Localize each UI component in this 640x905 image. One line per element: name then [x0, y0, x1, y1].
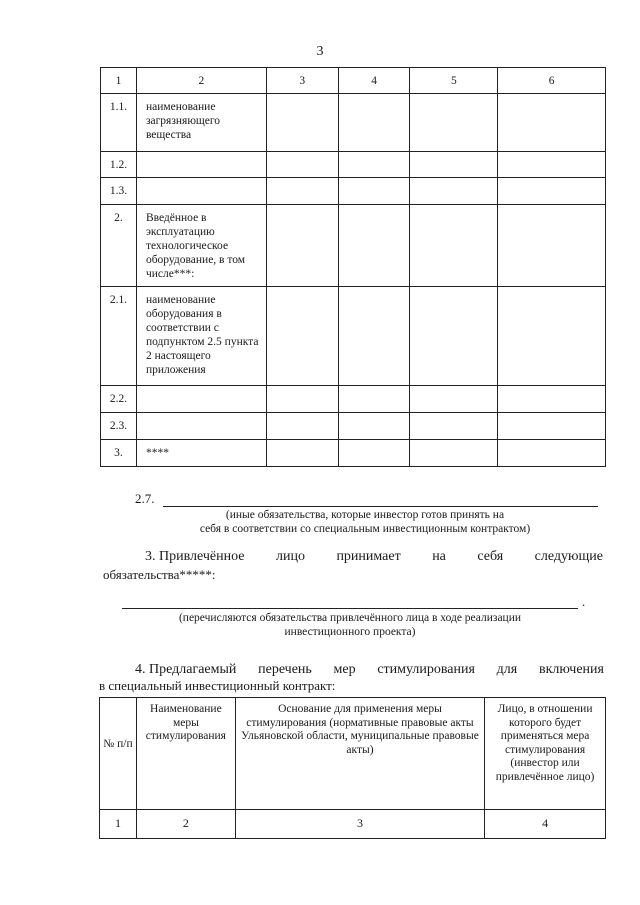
table-row	[101, 440, 606, 467]
row-text	[136, 178, 266, 205]
page-number: 3	[316, 44, 324, 59]
section-3-caption-2: инвестиционного проекта)	[284, 626, 416, 638]
row-text: наименование оборудования в соответствии с подпунктом 2.5 пункта 2 настоящего приложения	[136, 287, 266, 386]
section-3-word: на	[432, 549, 446, 564]
row-number: 1.3.	[101, 178, 137, 205]
row-text	[136, 386, 266, 413]
header-cell: 3	[266, 68, 338, 94]
section-2-7-number: 2.7.	[135, 491, 155, 506]
row-text: наименование загрязняющего вещества	[136, 94, 266, 152]
header-cell: 6	[498, 68, 606, 94]
table-row	[101, 178, 606, 205]
section-3-word: принимает	[336, 549, 401, 564]
section-3-dot: .	[582, 594, 586, 609]
row-number: 2.	[101, 205, 137, 287]
table-row	[101, 205, 606, 287]
column-number: 3	[235, 810, 484, 839]
header-cell: № п/п	[100, 698, 137, 810]
section-3-line-2: обязательства*****:	[103, 567, 216, 582]
section-4-word: стимулирования	[377, 662, 475, 677]
table-row	[101, 386, 606, 413]
row-number: 2.3.	[101, 413, 137, 440]
header-cell: Основание для применения меры стимулирования (нормативные правовые акты Ульяновской области, муниципальные правовые акты)	[235, 698, 484, 810]
incentive-measures-table	[99, 697, 606, 839]
section-3-word: себя	[477, 549, 504, 564]
section-4-word: мер	[333, 662, 356, 677]
table-row	[101, 413, 606, 440]
row-number: 1.2.	[101, 152, 137, 178]
section-2-7-blank-line	[163, 506, 598, 507]
row-text	[136, 152, 266, 178]
table-row	[101, 287, 606, 386]
section-4-word: включения	[538, 662, 604, 677]
section-3-word: лицо	[275, 549, 305, 564]
header-cell: 4	[338, 68, 410, 94]
section-2-7-caption-1: (иные обязательства, которые инвестор готов принять на	[225, 509, 505, 521]
obligations-table	[100, 67, 606, 467]
header-cell: 2	[136, 68, 266, 94]
header-cell: 1	[101, 68, 137, 94]
row-text	[136, 413, 266, 440]
section-2-7-caption-2: себя в соответствии со специальным инвестиционным контрактом)	[199, 523, 531, 535]
row-text: ****	[136, 440, 266, 467]
section-4-line-1	[135, 662, 604, 678]
section-3-blank-line	[122, 608, 578, 609]
section-4-word: для	[496, 662, 518, 677]
section-3-word: следующие	[534, 549, 603, 564]
table-row	[101, 152, 606, 178]
row-number: 1.1.	[101, 94, 137, 152]
header-cell: Наименование меры стимулирования	[136, 698, 235, 810]
table-header-row	[101, 68, 606, 94]
header-cell: 5	[410, 68, 498, 94]
row-number: 2.2.	[101, 386, 137, 413]
section-3-word: 3. Привлечённое	[145, 549, 245, 564]
row-text: Введённое в эксплуатацию технологическое оборудование, в том числе***:	[136, 205, 266, 287]
section-4-word: 4. Предлагаемый	[135, 662, 237, 677]
column-number: 4	[485, 810, 606, 839]
header-cell: Лицо, в отношении которого будет применяться мера стимулирования (инвестор или привлечённое лицо)	[485, 698, 606, 810]
section-3-line-1	[145, 549, 603, 565]
row-number: 2.1.	[101, 287, 137, 386]
section-3-caption-1: (перечисляются обязательства привлечённого лица в ходе реализации	[178, 612, 522, 624]
section-4-line-2: в специальный инвестиционный контракт:	[99, 678, 336, 693]
table-row	[100, 810, 606, 839]
column-number: 2	[136, 810, 235, 839]
section-4-word: перечень	[258, 662, 312, 677]
table-row	[101, 94, 606, 152]
row-number: 3.	[101, 440, 137, 467]
table-header-row	[100, 698, 606, 810]
column-number: 1	[100, 810, 137, 839]
